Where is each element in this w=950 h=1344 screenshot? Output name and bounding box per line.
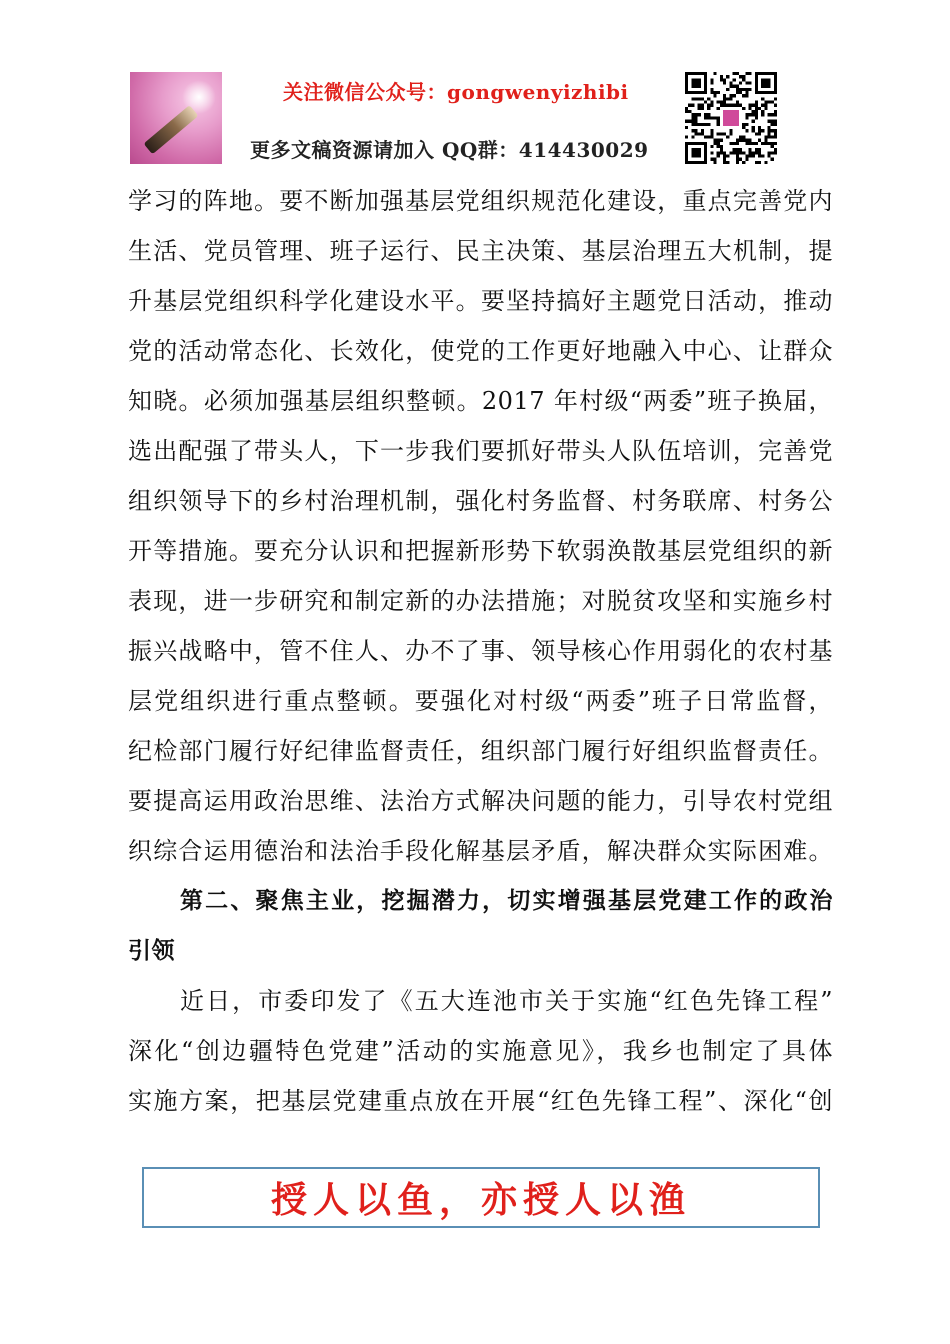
pen-icon	[144, 105, 199, 154]
body-line: 生活、党员管理、班子运行、民主决策、基层治理五大机制，提	[128, 237, 833, 265]
body-line: 党的活动常态化、长效化，使党的工作更好地融入中心、让群众	[128, 337, 833, 365]
body-line: 学习的阵地。要不断加强基层党组织规范化建设，重点完善党内	[128, 187, 833, 215]
slogan-text: 授人以鱼，亦授人以渔	[270, 1179, 691, 1221]
document-header	[0, 0, 950, 175]
body-line: 振兴战略中，管不住人、办不了事、领导核心作用弱化的农村基	[128, 637, 833, 665]
section-heading: 第二、聚焦主业，挖掘潜力，切实增强基层党建工作的政治	[180, 888, 833, 914]
body-line: 开等措施。要充分认识和把握新形势下软弱涣散基层党组织的新	[128, 537, 833, 565]
qq-group-line: 更多文稿资源请加入 QQ群：414430029	[250, 138, 649, 162]
section-heading-continued: 引领	[128, 938, 175, 964]
slogan-banner	[142, 1167, 820, 1228]
document-body	[128, 183, 833, 1133]
body-line: 层党组织进行重点整顿。要强化对村级“两委”班子日常监督，	[128, 687, 833, 715]
qr-code-image	[684, 72, 778, 164]
body-line: 选出配强了带头人，下一步我们要抓好带头人队伍培训，完善党	[128, 437, 833, 465]
body-line: 要提高运用政治思维、法治方式解决问题的能力，引导农村党组	[128, 787, 833, 815]
body-line: 深化“创边疆特色党建”活动的实施意见》，我乡也制定了具体	[128, 1037, 833, 1065]
body-line: 织综合运用德治和法治手段化解基层矛盾，解决群众实际困难。	[128, 837, 833, 865]
body-line: 升基层党组织科学化建设水平。要坚持搞好主题党日活动，推动	[128, 287, 833, 315]
pen-logo-image	[130, 72, 222, 164]
body-line: 纪检部门履行好纪律监督责任，组织部门履行好组织监督责任。	[128, 737, 833, 765]
wechat-account-line: 关注微信公众号：gongwenyizhibi	[283, 80, 629, 104]
body-line: 近日，市委印发了《五大连池市关于实施“红色先锋工程”	[180, 987, 833, 1015]
body-line: 组织领导下的乡村治理机制，强化村务监督、村务联席、村务公	[128, 487, 833, 515]
body-line: 实施方案，把基层党建重点放在开展“红色先锋工程”、深化“创	[128, 1087, 833, 1115]
body-line: 表现，进一步研究和制定新的办法措施；对脱贫攻坚和实施乡村	[128, 587, 833, 615]
body-line: 知晓。必须加强基层组织整顿。2017 年村级“两委”班子换届，	[128, 387, 833, 415]
